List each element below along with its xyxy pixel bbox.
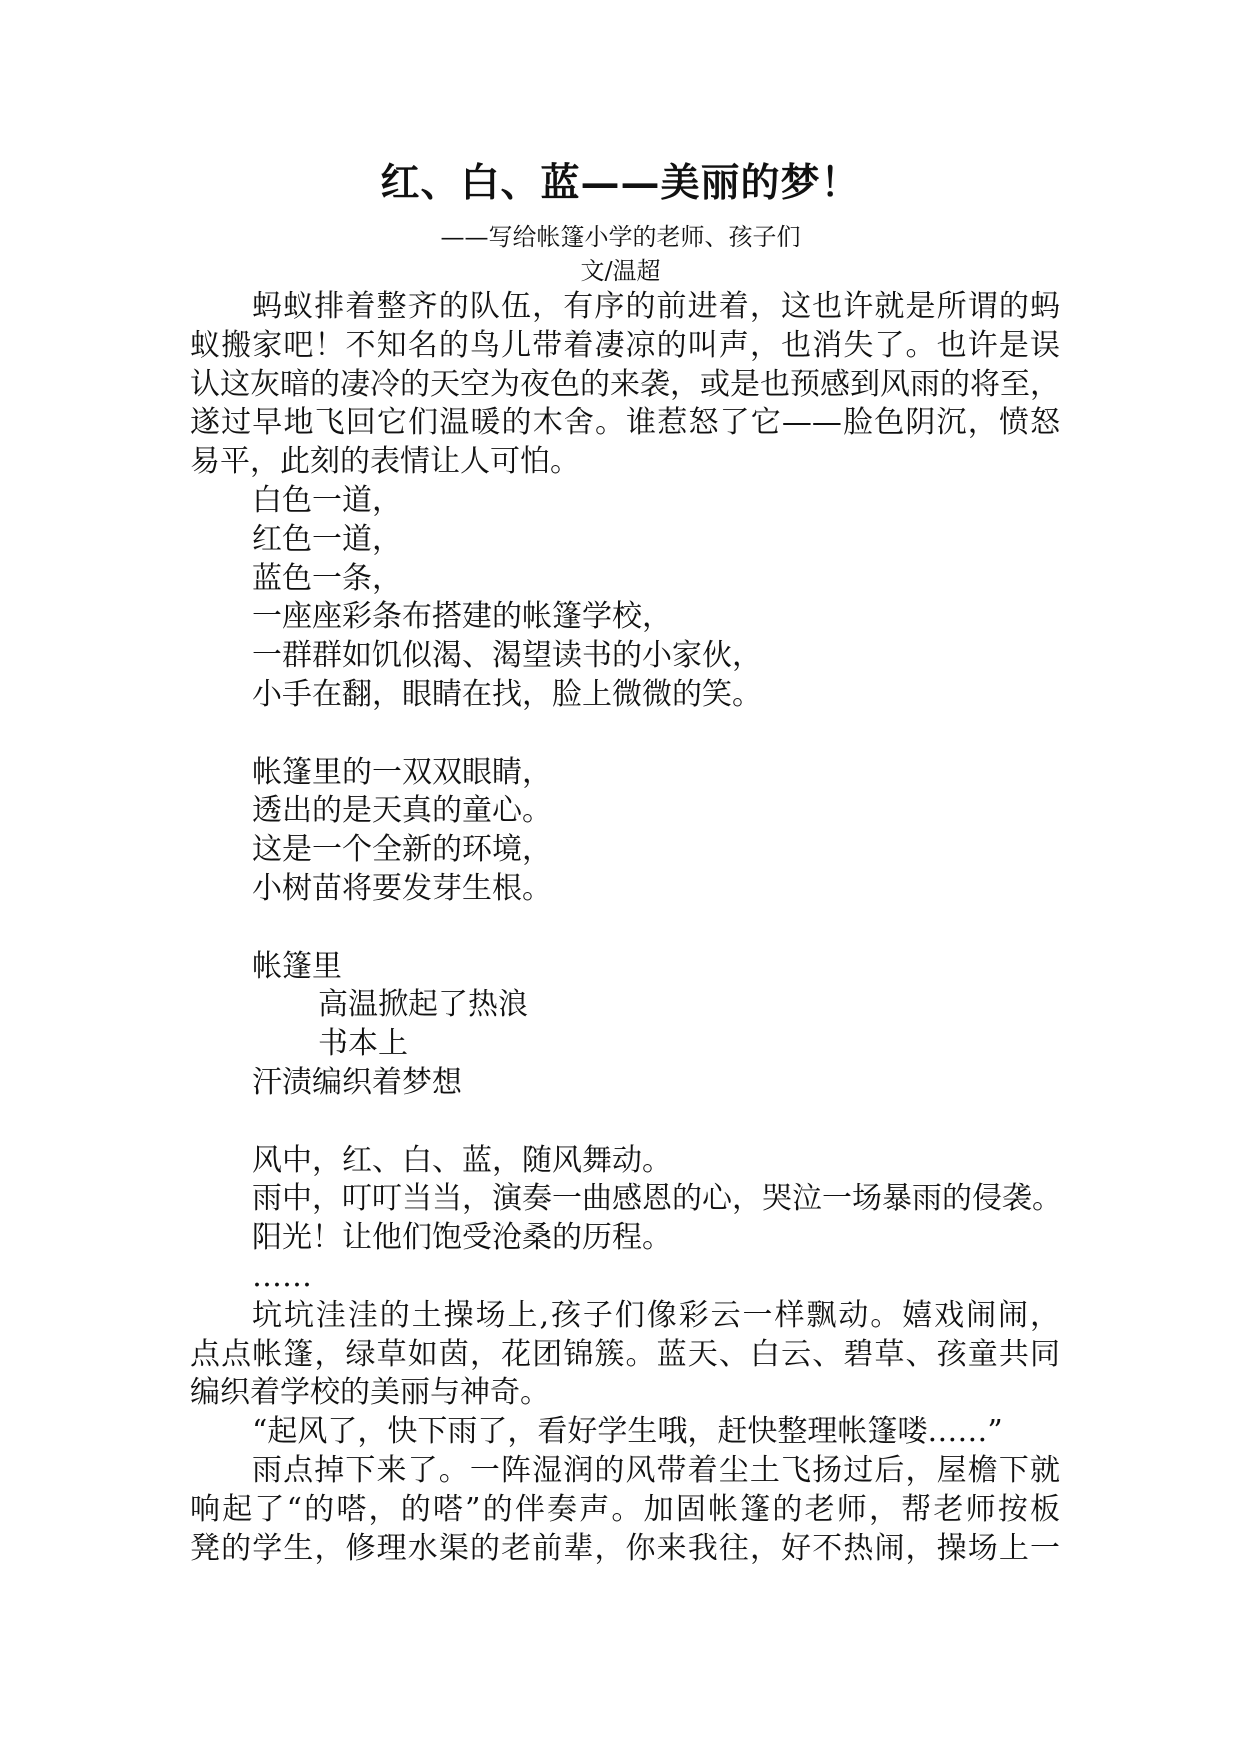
poem-line: 小树苗将要发芽生根。	[252, 870, 552, 906]
text-line: 认这灰暗的凄冷的天空为夜色的来袭，或是也预感到风雨的将至，	[190, 366, 1060, 402]
poem-line: 帐篷里的一双双眼睛，	[252, 754, 552, 790]
text-line: 遂过早地飞回它们温暖的木舍。谁惹怒了它——脸色阴沉，愤怒	[190, 405, 1060, 441]
poem-line: 汗渍编织着梦想	[252, 1064, 462, 1100]
poem-line: 书本上	[318, 1026, 408, 1062]
ellipsis-line: ……	[252, 1258, 312, 1294]
poem-line: 雨中，叮叮当当，演奏一曲感恩的心，哭泣一场暴雨的侵袭。	[252, 1181, 1062, 1217]
text-line: 点点帐篷，绿草如茵，花团锦簇。蓝天、白云、碧草、孩童共同	[190, 1336, 1060, 1372]
poem-line: 这是一个全新的环境，	[252, 832, 552, 868]
text-line: 响起了“的嗒，的嗒”的伴奏声。加固帐篷的老师，帮老师按板	[190, 1491, 1060, 1527]
blank-line	[190, 1103, 1060, 1142]
text-line: 易平，此刻的表情让人可怕。	[190, 444, 580, 480]
poem-line: 透出的是天真的童心。	[252, 793, 552, 829]
poem-line: 阳光！让他们饱受沧桑的历程。	[252, 1220, 672, 1256]
poem-line: 高温掀起了热浪	[318, 987, 528, 1023]
quote-line: “起风了，快下雨了，看好学生哦，赶快整理帐篷喽……”	[252, 1414, 1003, 1450]
poem-line: 一群群如饥似渴、渴望读书的小家伙，	[252, 638, 762, 674]
document-subtitle: ——写给帐篷小学的老师、孩子们	[440, 223, 801, 251]
poem-line: 白色一道，	[252, 482, 402, 518]
blank-line	[190, 909, 1060, 948]
poem-line: 一座座彩条布搭建的帐篷学校，	[252, 599, 672, 635]
text-line: 蚂蚁排着整齐的队伍，有序的前进着，这也许就是所谓的蚂	[252, 289, 1060, 324]
blank-line	[190, 715, 1060, 754]
poem-line: 风中，红、白、蓝，随风舞动。	[252, 1142, 672, 1178]
text-line: 蚁搬家吧！不知名的鸟儿带着凄凉的叫声，也消失了。也许是误	[190, 327, 1060, 363]
document-title: 红、白、蓝——美丽的梦！	[380, 160, 861, 206]
text-line: 编织着学校的美丽与神奇。	[190, 1375, 550, 1411]
author-byline: 文/温超	[580, 257, 661, 285]
text-line: 坑坑洼洼的土操场上,孩子们像彩云一样飘动。嬉戏闹闹，	[252, 1297, 1060, 1333]
poem-line: 蓝色一条，	[252, 560, 402, 596]
document-body	[190, 288, 1060, 1568]
text-line: 雨点掉下来了。一阵湿润的风带着尘土飞扬过后，屋檐下就	[252, 1452, 1060, 1488]
poem-line: 红色一道，	[252, 521, 402, 557]
text-line: 凳的学生，修理水渠的老前辈，你来我往，好不热闹，操场上一	[190, 1530, 1060, 1566]
poem-line: 小手在翻，眼睛在找，脸上微微的笑。	[252, 676, 762, 712]
poem-line: 帐篷里	[252, 948, 342, 984]
